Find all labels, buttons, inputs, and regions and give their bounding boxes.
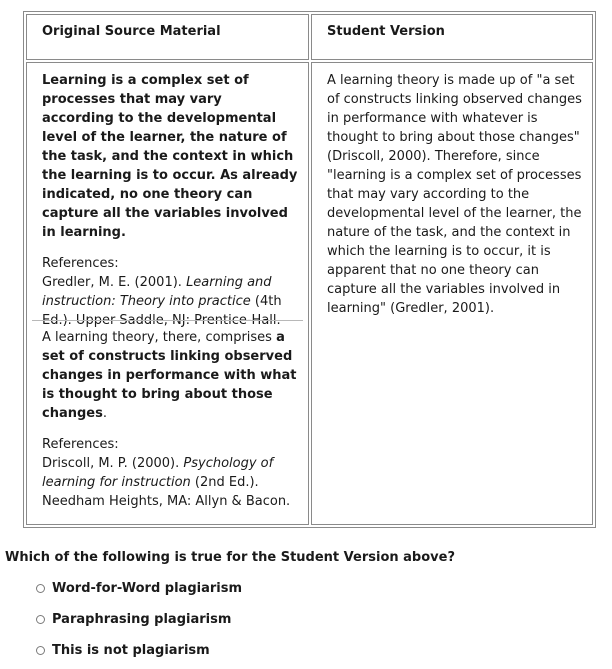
option-not-plagiarism-label[interactable]: This is not plagiarism (52, 643, 210, 658)
header-cell-student (311, 14, 593, 60)
header-original-label: Original Source Material (42, 24, 221, 39)
option-not-plagiarism[interactable] (36, 643, 210, 658)
source-1-authors: Gredler, M. E. (2001). (42, 275, 182, 290)
source-2-citation (42, 454, 298, 511)
student-version-cell (311, 62, 593, 525)
source-2-text-end: . (102, 406, 107, 421)
option-word-for-word[interactable] (36, 581, 242, 596)
source-2-references (42, 435, 298, 511)
radio-paraphrasing[interactable] (36, 615, 45, 624)
question-text: Which of the following is true for the Student Version above? (5, 550, 455, 565)
radio-word-for-word[interactable] (36, 584, 45, 593)
source-2-text (42, 328, 298, 423)
radio-not-plagiarism[interactable] (36, 646, 45, 655)
comparison-table (23, 11, 596, 528)
source-2-authors: Driscoll, M. P. (2000). (42, 456, 180, 471)
source-2-publisher: (2nd Ed.). Needham Heights, MA: Allyn & Bacon. (42, 475, 291, 509)
source-2-text-bold: a set of constructs linking observed changes in performance with what is thought to bring about those changes (42, 330, 297, 421)
source-1-citation (42, 273, 298, 330)
source-2-title: Psychology of learning for instruction (42, 456, 274, 490)
source-1-title: Learning and instruction: Theory into practice (42, 275, 272, 309)
option-paraphrasing-label[interactable]: Paraphrasing plagiarism (52, 612, 232, 627)
source-1-refs-label: References: (42, 256, 119, 271)
source-block-2 (42, 328, 298, 511)
source-1-references (42, 254, 298, 330)
original-source-cell (26, 62, 309, 525)
header-cell-original (26, 14, 309, 60)
source-2-text-plain: A learning theory, there, comprises (42, 330, 272, 345)
source-1-text: Learning is a complex set of processes that may vary according to the developmental level of the learner, the nature of the task, and the context in which the learning is to occur. As already indicated, no one theory can capture all the variables involved in learning. (42, 73, 298, 240)
source-2-refs-label: References: (42, 437, 119, 452)
option-word-for-word-label[interactable]: Word-for-Word plagiarism (52, 581, 242, 596)
student-text: A learning theory is made up of "a set of constructs linking observed changes in performance with whatever is thought to bring about those changes" (Driscoll, 2000). Therefore, since "learning is a complex set of processes that may vary according to the developmental level of the learner, the nature of the task, and the context in which the learning is to occur, it is apparent that no one theory can capture all the variables involved in learning" (Gredler, 2001). (327, 73, 582, 316)
source-block-1 (42, 71, 298, 330)
source-1-publisher: (4th Ed.). Upper Saddle, NJ: Prentice-Hall. (42, 294, 282, 328)
source-divider (32, 320, 303, 321)
header-student-label: Student Version (327, 24, 445, 39)
option-paraphrasing[interactable] (36, 612, 231, 627)
